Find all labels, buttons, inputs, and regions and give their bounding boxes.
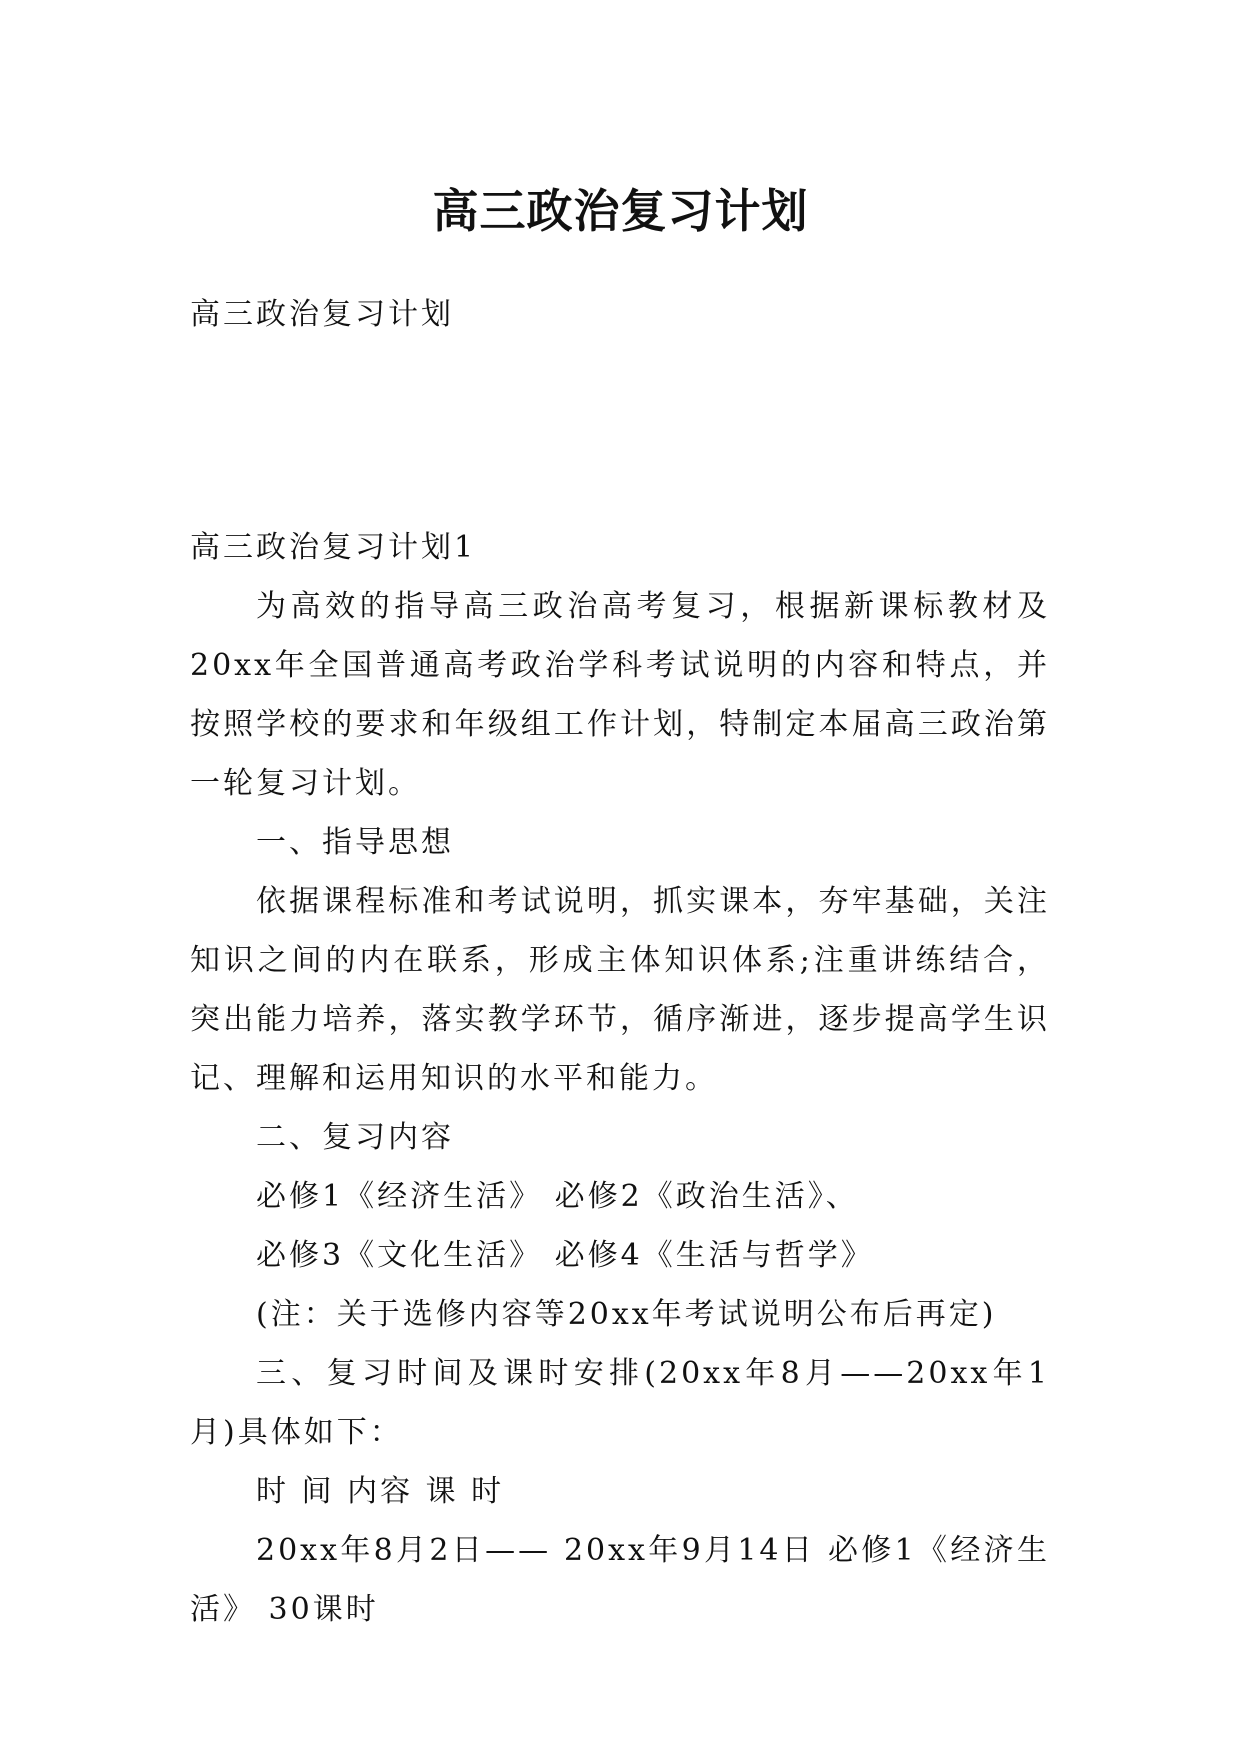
heading-guiding-thought: 一、指导思想 [256,825,454,860]
intro-paragraph: 为高效的指导高三政治高考复习，根据新课标教材及20xx年全国普通高考政治学科考试说明的内容和特点，并按照学校的要求和年级组工作计划，特制定本届高三政治第一轮复习计划。 [190,589,1050,801]
review-content-line-2: 必修3《文化生活》 必修4《生活与哲学》 [256,1238,874,1273]
guiding-thought-paragraph: 依据课程标准和考试说明，抓实课本，夯牢基础，关注知识之间的内在联系，形成主体知识体系;注重讲练结合，突出能力培养，落实教学环节，循序渐进，逐步提高学生识记、理解和运用知识的水平和能力。 [190,884,1050,1096]
schedule-header-row: 时 间 内容 课 时 [256,1474,505,1509]
heading-schedule: 三、复习时间及课时安排(20xx年8月——20xx年1月)具体如下： [190,1356,1050,1450]
section-heading: 高三政治复习计划1 [190,530,477,565]
blank-spacer [190,344,1050,518]
heading-review-content: 二、复习内容 [256,1120,454,1155]
review-content-line-1: 必修1《经济生活》 必修2《政治生活》、 [256,1179,859,1214]
schedule-row-1: 20xx年8月2日—— 20xx年9月14日 必修1《经济生活》 30课时 [190,1533,1050,1627]
document-title: 高三政治复习计划 [432,183,809,238]
review-content-note: (注：关于选修内容等20xx年考试说明公布后再定) [256,1297,997,1332]
document-subtitle: 高三政治复习计划 [190,297,454,332]
document-body [190,285,1050,1639]
